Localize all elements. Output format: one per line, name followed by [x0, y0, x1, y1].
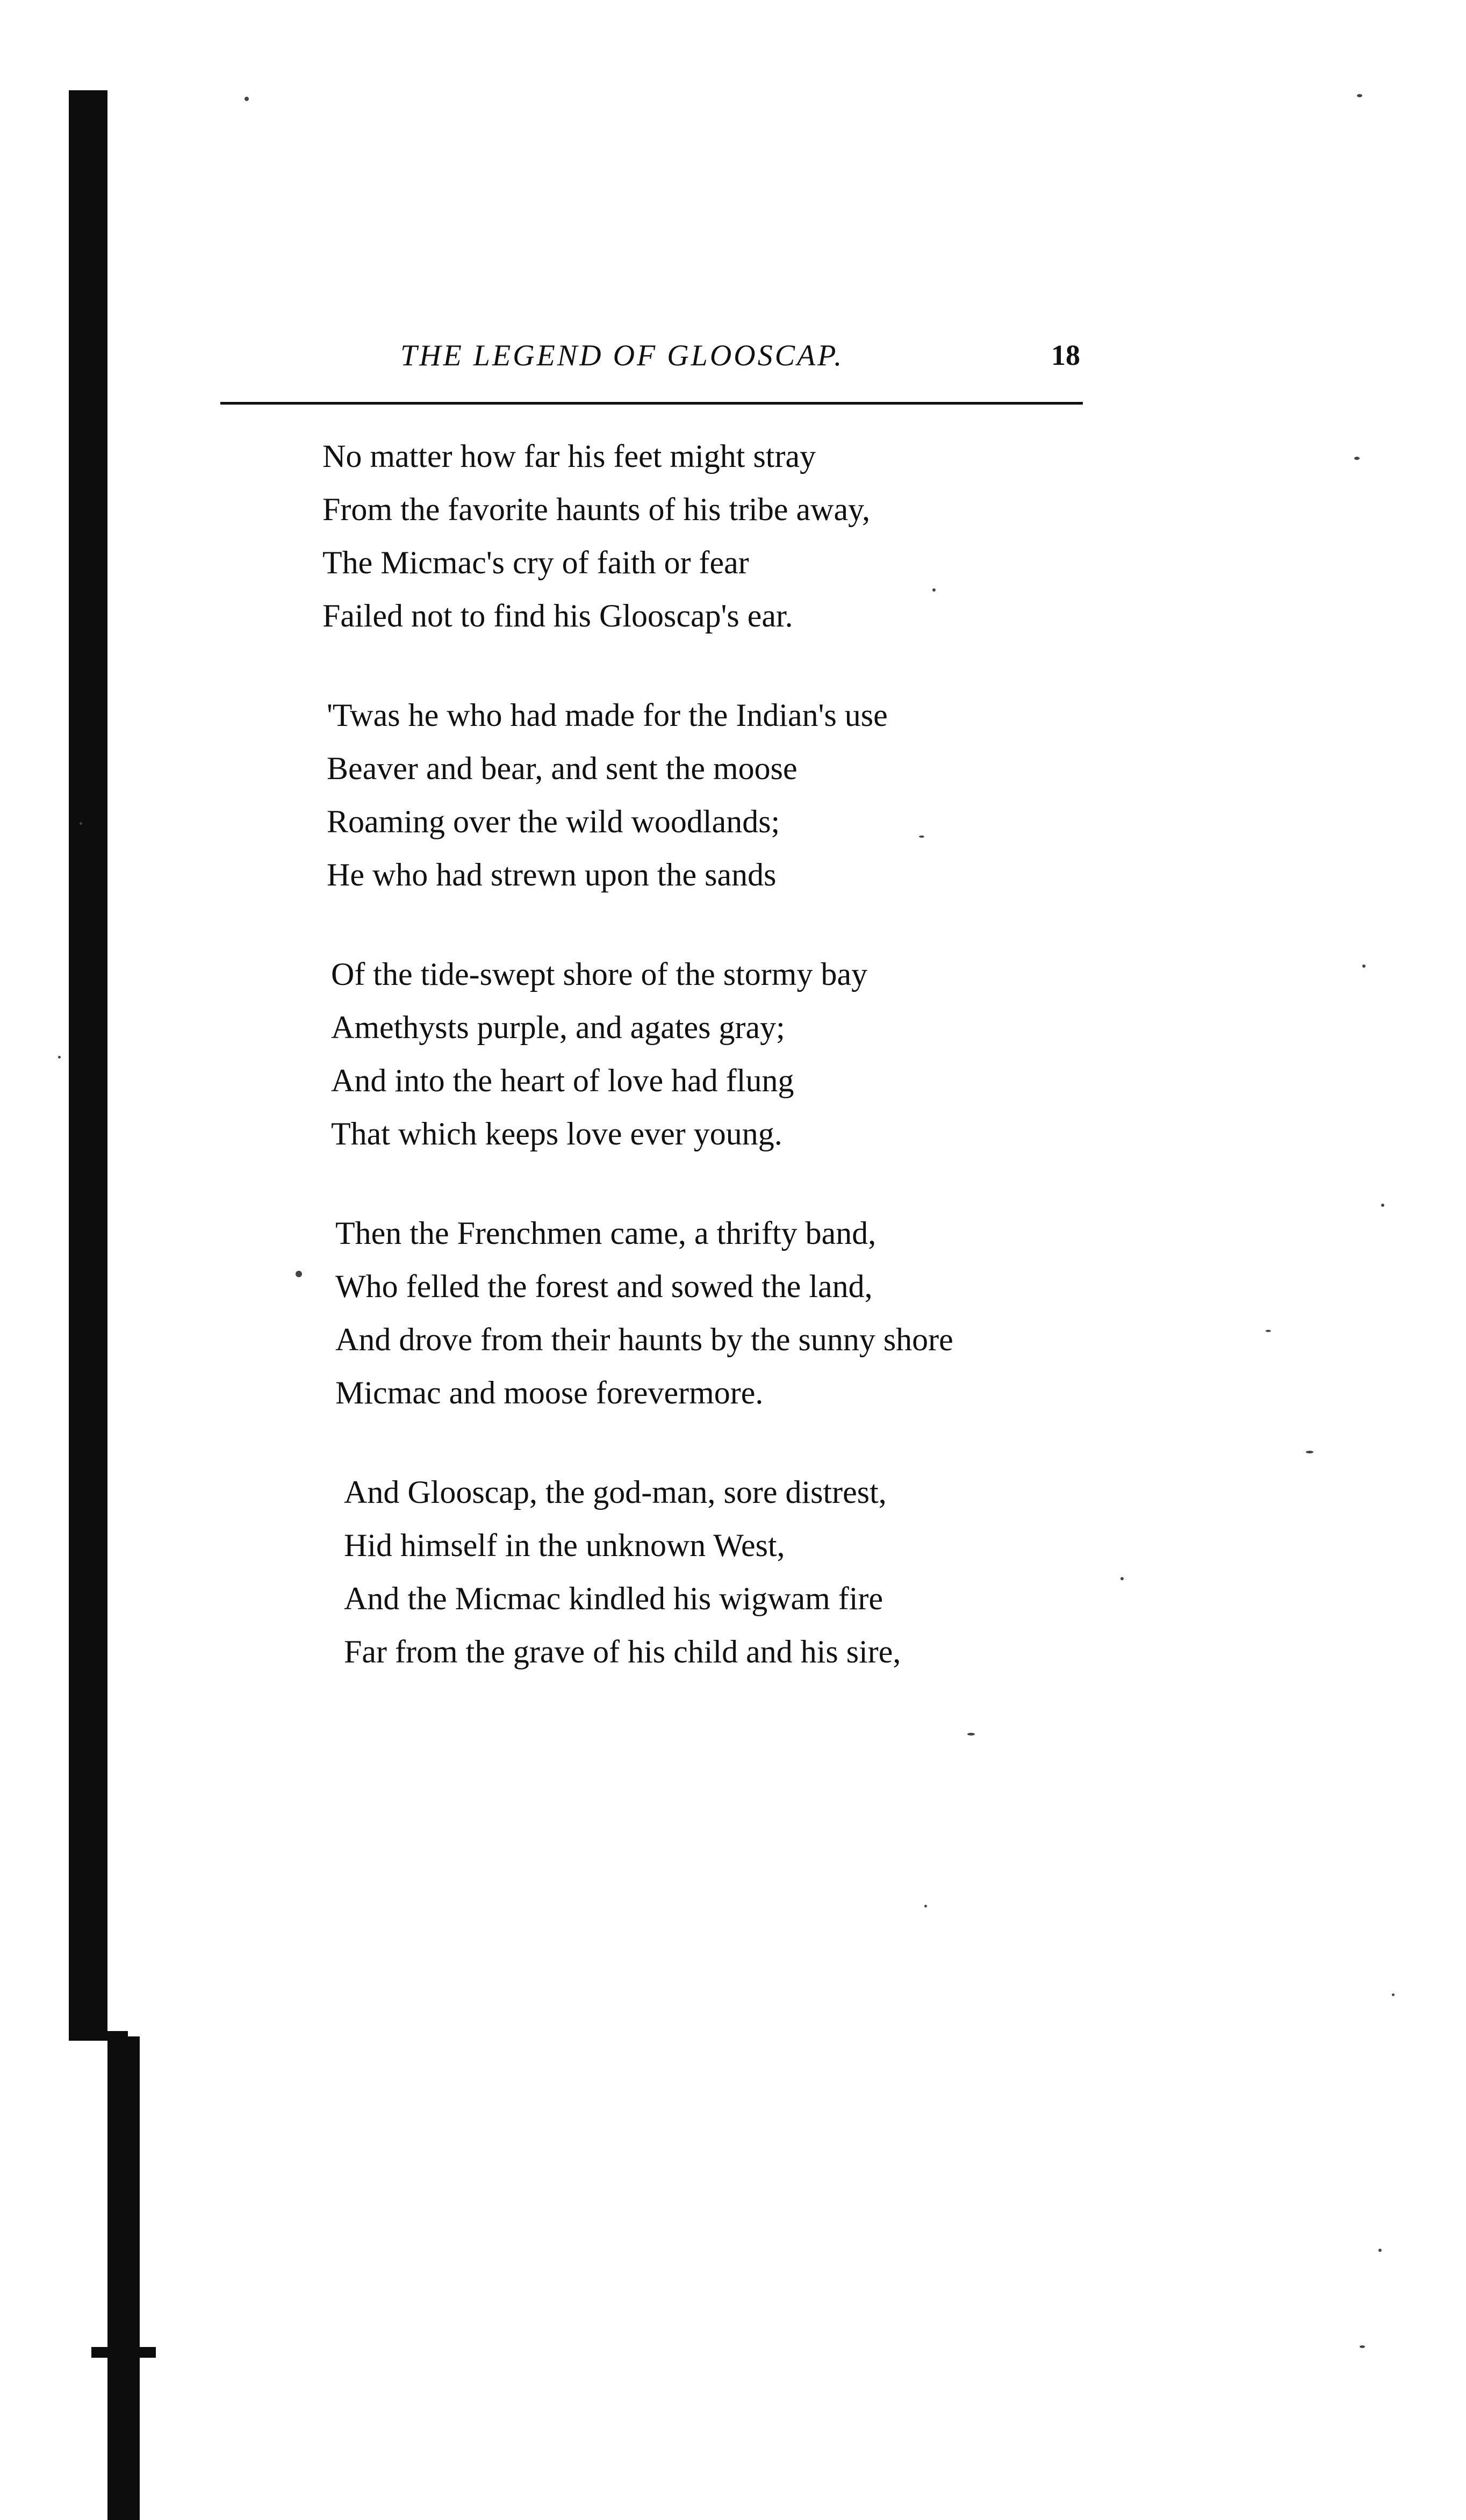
poem-line: He who had strewn upon the sands [327, 857, 777, 892]
scan-speck [58, 1056, 61, 1059]
poem-line: From the favorite haunts of his tribe away, [322, 492, 871, 527]
binding-base [91, 2347, 156, 2358]
poem-line: Amethysts purple, and agates gray; [331, 1010, 785, 1045]
binding-edge [69, 90, 107, 2041]
scan-speck [1266, 1330, 1271, 1332]
scan-speck [932, 588, 936, 592]
scan-speck [296, 1271, 302, 1277]
scan-speck [1354, 457, 1360, 460]
scan-speck [1362, 964, 1366, 968]
poem-line: Beaver and bear, and sent the moose [327, 751, 797, 786]
poem-line: The Micmac's cry of faith or fear [322, 545, 749, 580]
poem-line: And into the heart of love had flung [331, 1063, 794, 1098]
stanza [322, 430, 1182, 643]
scan-speck [1381, 1204, 1384, 1207]
page-number: 18 [1051, 339, 1080, 371]
scan-speck [1360, 2345, 1365, 2348]
running-head [220, 339, 1080, 381]
binding-edge-lower [107, 2036, 140, 2520]
header-rule [220, 402, 1083, 405]
scan-speck [924, 1905, 927, 1907]
running-title: THE LEGEND OF GLOOSCAP. [400, 339, 844, 372]
poem-line: No matter how far his feet might stray [322, 438, 816, 474]
poem-line: 'Twas he who had made for the Indian's use [327, 697, 888, 733]
stanza [344, 1466, 1182, 1679]
poem-line: That which keeps love ever young. [331, 1116, 782, 1151]
poem [322, 430, 1182, 1725]
scan-speck [80, 822, 82, 825]
poem-line: Roaming over the wild woodlands; [327, 804, 780, 839]
scan-speck [1392, 1993, 1395, 1996]
poem-line: Far from the grave of his child and his sire, [344, 1634, 901, 1669]
poem-line: Then the Frenchmen came, a thrifty band, [335, 1215, 876, 1251]
poem-line: And drove from their haunts by the sunny shore [335, 1322, 953, 1357]
poem-line: Of the tide-swept shore of the stormy bay [331, 956, 868, 992]
poem-line: And the Micmac kindled his wigwam fire [344, 1581, 883, 1616]
poem-line: And Glooscap, the god-man, sore distrest, [344, 1474, 887, 1510]
stanza [327, 689, 1182, 902]
scan-speck [1306, 1451, 1313, 1453]
poem-line: Failed not to find his Glooscap's ear. [322, 598, 793, 633]
scan-speck [919, 836, 924, 838]
stanza [331, 948, 1182, 1161]
poem-line: Who felled the forest and sowed the land, [335, 1269, 873, 1304]
poem-line: Hid himself in the unknown West, [344, 1528, 785, 1563]
stanza [335, 1207, 1182, 1420]
scan-speck [967, 1733, 975, 1736]
scan-speck [1378, 2249, 1382, 2252]
scan-speck [1357, 94, 1362, 97]
scan-speck [1120, 1577, 1124, 1580]
scan-speck [245, 97, 249, 101]
poem-line: Micmac and moose forevermore. [335, 1375, 764, 1410]
